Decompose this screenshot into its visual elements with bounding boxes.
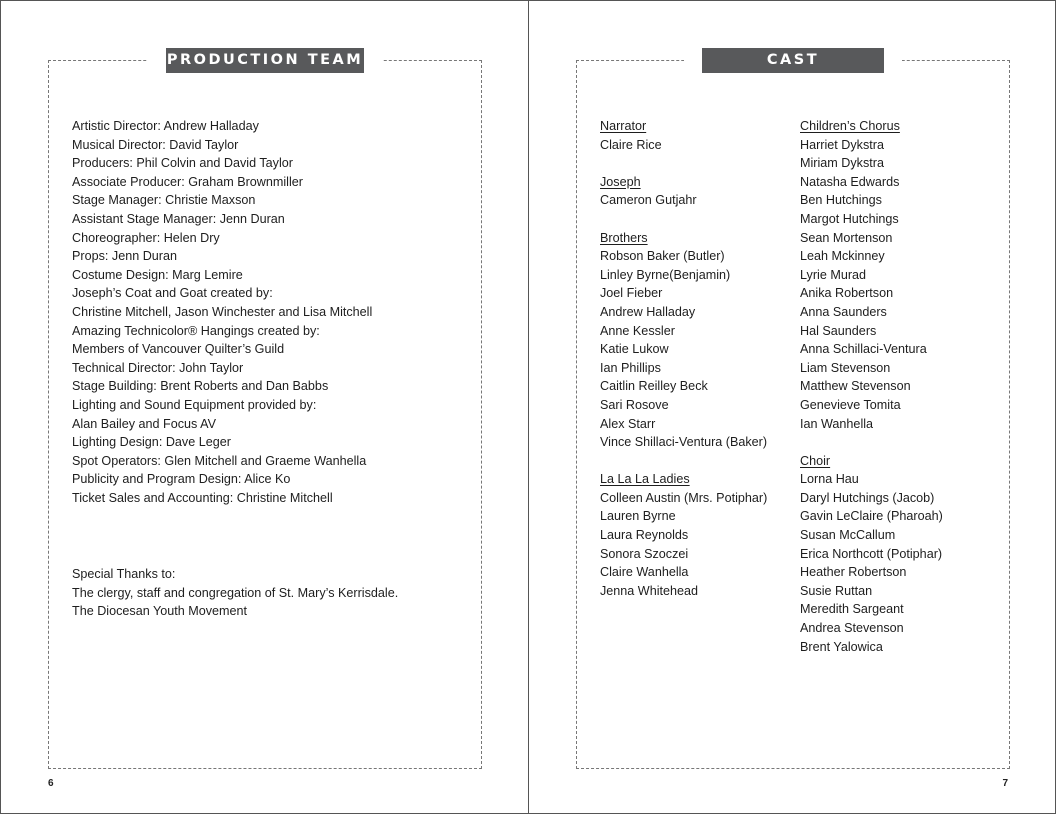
cast-column-left	[600, 117, 767, 600]
crew-line: Publicity and Program Design: Alice Ko	[72, 472, 291, 487]
role-heading-childrens-chorus: Children’s Chorus	[800, 119, 900, 133]
crew-line: Lighting and Sound Equipment provided by:	[72, 397, 317, 412]
crew-line: Props: Jenn Duran	[72, 249, 178, 264]
cast-member: Sean Mortenson	[800, 230, 893, 245]
page-title: PRODUCTION TEAM	[166, 48, 364, 73]
cast-member: Joel Fieber	[600, 286, 663, 301]
crew-line: Technical Director: John Taylor	[72, 360, 244, 375]
cast-member: Daryl Hutchings (Jacob)	[800, 490, 935, 505]
cast-member: Katie Lukow	[600, 342, 669, 357]
cast-member: Claire Wanhella	[600, 565, 689, 580]
cast-member: Colleen Austin (Mrs. Potiphar)	[600, 490, 768, 505]
cast-member: Sonora Szoczei	[600, 546, 689, 561]
crew-line: Ticket Sales and Accounting: Christine Mitchell	[72, 490, 333, 505]
cast-member: Lorna Hau	[800, 472, 859, 487]
cast-member: Claire Rice	[600, 137, 662, 152]
page-production-team	[0, 0, 529, 814]
cast-member: Andrea Stevenson	[800, 621, 904, 636]
cast-member: Alex Starr	[600, 416, 656, 431]
cast-member: Anna Saunders	[800, 304, 887, 319]
crew-line: Stage Manager: Christie Maxson	[72, 193, 256, 208]
thanks-line: The Diocesan Youth Movement	[72, 604, 248, 619]
role-heading-choir: Choir	[800, 453, 831, 468]
crew-line: Members of Vancouver Quilter’s Guild	[72, 342, 285, 357]
cast-member: Harriet Dykstra	[800, 137, 884, 152]
thanks-line: The clergy, staff and congregation of St. Mary’s Kerrisdale.	[72, 585, 399, 600]
cast-member: Matthew Stevenson	[800, 379, 911, 394]
role-heading-ladies: La La La Ladies	[600, 472, 690, 487]
crew-line: Musical Director: David Taylor	[72, 137, 239, 152]
cast-member: Meredith Sargeant	[800, 602, 904, 617]
cast-member: Genevieve Tomita	[800, 397, 901, 412]
cast-member: Lyrie Murad	[800, 267, 867, 282]
cast-column-right	[800, 117, 943, 656]
section-gap	[600, 210, 767, 229]
crew-line: Choreographer: Helen Dry	[72, 230, 220, 245]
cast-member: Andrew Halladay	[600, 304, 696, 319]
cast-member: Erica Northcott (Potiphar)	[800, 546, 943, 561]
cast-member: Robson Baker (Butler)	[600, 249, 725, 264]
production-team-list	[72, 117, 372, 507]
cast-member: Anne Kessler	[600, 323, 675, 338]
section-gap	[600, 154, 767, 173]
cast-member: Jenna Whitehead	[600, 583, 699, 598]
cast-member: Laura Reynolds	[600, 528, 689, 543]
cast-member: Ben Hutchings	[800, 193, 882, 208]
cast-member: Margot Hutchings	[800, 211, 899, 226]
role-heading-brothers: Brothers	[600, 230, 648, 245]
cast-member: Cameron Gutjahr	[600, 193, 697, 208]
cast-member: Heather Robertson	[800, 565, 907, 580]
cast-member: Brent Yalowica	[800, 639, 883, 654]
cast-member: Miriam Dykstra	[800, 156, 884, 171]
cast-member: Caitlin Reilley Beck	[600, 379, 708, 394]
cast-member: Anna Schillaci-Ventura	[800, 342, 927, 357]
cast-member: Anika Robertson	[800, 286, 894, 301]
crew-line: Stage Building: Brent Roberts and Dan Babbs	[72, 379, 329, 394]
section-gap	[600, 452, 767, 471]
cast-member: Sari Rosove	[600, 397, 669, 412]
crew-line: Assistant Stage Manager: Jenn Duran	[72, 211, 285, 226]
page-title: CAST	[702, 48, 884, 73]
cast-member: Susie Ruttan	[800, 583, 873, 598]
role-heading-joseph: Joseph	[600, 174, 641, 189]
crew-line: Lighting Design: Dave Leger	[72, 435, 231, 450]
crew-line: Joseph’s Coat and Goat created by:	[72, 286, 273, 301]
crew-line: Spot Operators: Glen Mitchell and Graeme Wanhella	[72, 453, 367, 468]
crew-line: Producers: Phil Colvin and David Taylor	[72, 156, 293, 171]
cast-member: Ian Wanhella	[800, 416, 874, 431]
cast-member: Liam Stevenson	[800, 360, 891, 375]
page-cast	[528, 0, 1056, 814]
cast-member: Gavin LeClaire (Pharoah)	[800, 509, 943, 524]
crew-line: Alan Bailey and Focus AV	[72, 416, 216, 431]
cast-member: Leah Mckinney	[800, 249, 885, 264]
crew-line: Costume Design: Marg Lemire	[72, 267, 243, 282]
role-heading-narrator: Narrator	[600, 119, 647, 133]
cast-member: Hal Saunders	[800, 323, 877, 338]
crew-line: Amazing Technicolor® Hangings created by:	[72, 323, 320, 338]
cast-member: Susan McCallum	[800, 528, 896, 543]
cast-member: Ian Phillips	[600, 360, 661, 375]
special-thanks	[72, 565, 398, 621]
page-number: 7	[1002, 778, 1008, 789]
crew-line: Christine Mitchell, Jason Winchester and Lisa Mitchell	[72, 304, 373, 319]
cast-member: Natasha Edwards	[800, 174, 900, 189]
cast-member: Vince Shillaci-Ventura (Baker)	[600, 435, 768, 450]
crew-line: Artistic Director: Andrew Halladay	[72, 119, 259, 133]
cast-member: Linley Byrne(Benjamin)	[600, 267, 731, 282]
page-number: 6	[48, 778, 54, 789]
crew-line: Associate Producer: Graham Brownmiller	[72, 174, 303, 189]
section-gap	[800, 433, 943, 452]
thanks-heading: Special Thanks to:	[72, 567, 176, 581]
cast-member: Lauren Byrne	[600, 509, 676, 524]
